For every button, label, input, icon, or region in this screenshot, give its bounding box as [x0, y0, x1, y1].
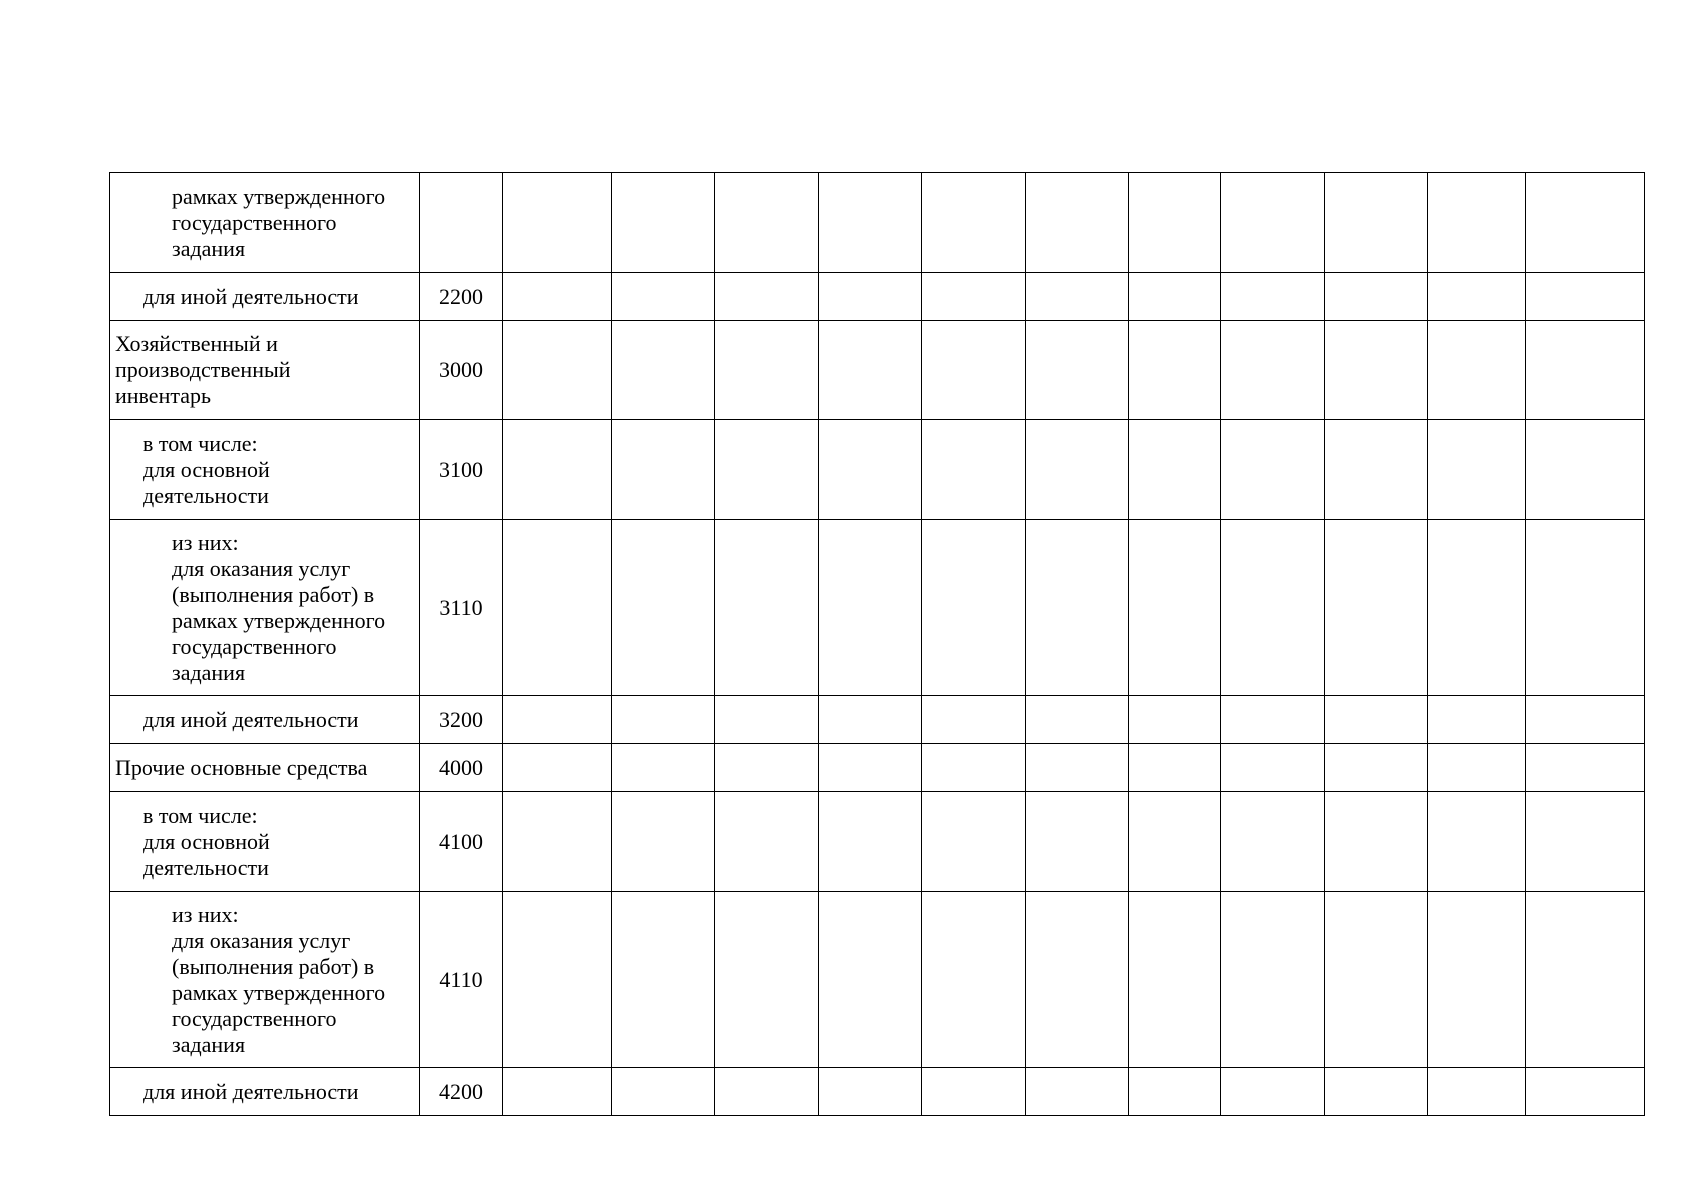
value-cell	[715, 892, 819, 1068]
value-cell	[503, 273, 612, 321]
value-cell	[1221, 173, 1325, 273]
row-label-line: задания	[172, 235, 246, 261]
value-cell	[715, 273, 819, 321]
value-cell	[1026, 420, 1129, 520]
row-label-line: рамках утвержденного	[172, 607, 386, 633]
value-cell	[1325, 273, 1428, 321]
row-label-line: для основной	[143, 456, 270, 482]
row-label-line: рамках утвержденного	[172, 979, 386, 1005]
value-cell	[1526, 520, 1645, 696]
value-cell	[922, 792, 1026, 892]
row-label-line: государственного	[172, 209, 337, 235]
value-cell	[1026, 173, 1129, 273]
value-cell	[715, 173, 819, 273]
value-cell	[1221, 696, 1325, 744]
row-label-cell	[110, 273, 420, 321]
row-label-line: для иной деятельности	[143, 1078, 359, 1104]
table-row	[110, 892, 1645, 1068]
value-cell	[1526, 420, 1645, 520]
value-cell	[1026, 520, 1129, 696]
value-cell	[715, 321, 819, 420]
value-cell	[1325, 744, 1428, 792]
value-cell	[1129, 744, 1221, 792]
value-cell	[715, 520, 819, 696]
value-cell	[503, 696, 612, 744]
value-cell	[1428, 420, 1526, 520]
value-cell	[1428, 1068, 1526, 1116]
value-cell	[819, 1068, 922, 1116]
value-cell	[503, 792, 612, 892]
row-label-cell	[110, 173, 420, 273]
value-cell	[612, 273, 715, 321]
row-label-line: для оказания услуг	[172, 555, 351, 581]
row-label-line: в том числе:	[143, 430, 258, 456]
value-cell	[1129, 321, 1221, 420]
value-cell	[819, 173, 922, 273]
value-cell	[922, 1068, 1026, 1116]
table-row	[110, 520, 1645, 696]
value-cell	[503, 520, 612, 696]
value-cell	[1526, 321, 1645, 420]
row-code-cell: 3110	[420, 520, 503, 696]
value-cell	[1526, 273, 1645, 321]
row-label-line: рамках утвержденного	[172, 183, 386, 209]
value-cell	[1428, 892, 1526, 1068]
value-cell	[715, 792, 819, 892]
value-cell	[1526, 744, 1645, 792]
value-cell	[1325, 520, 1428, 696]
value-cell	[715, 1068, 819, 1116]
row-code-cell: 3200	[420, 696, 503, 744]
value-cell	[1221, 273, 1325, 321]
value-cell	[612, 696, 715, 744]
row-label-cell	[110, 1068, 420, 1116]
value-cell	[922, 744, 1026, 792]
value-cell	[1026, 696, 1129, 744]
value-cell	[819, 321, 922, 420]
value-cell	[1221, 744, 1325, 792]
row-label-cell	[110, 420, 420, 520]
value-cell	[1129, 173, 1221, 273]
value-cell	[1221, 792, 1325, 892]
value-cell	[612, 420, 715, 520]
value-cell	[1526, 1068, 1645, 1116]
value-cell	[1325, 420, 1428, 520]
value-cell	[1526, 792, 1645, 892]
value-cell	[1428, 273, 1526, 321]
row-code-cell: 3000	[420, 321, 503, 420]
row-label-line: производственный	[115, 357, 291, 382]
value-cell	[503, 892, 612, 1068]
value-cell	[922, 321, 1026, 420]
row-label-line: (выполнения работ) в	[172, 581, 375, 607]
row-label-line: задания	[172, 1031, 246, 1057]
value-cell	[1221, 520, 1325, 696]
value-cell	[819, 792, 922, 892]
value-cell	[1325, 1068, 1428, 1116]
value-cell	[1325, 321, 1428, 420]
row-label-line: Хозяйственный и	[115, 331, 278, 356]
value-cell	[1129, 420, 1221, 520]
row-label-cell	[110, 792, 420, 892]
value-cell	[1026, 892, 1129, 1068]
table-row	[110, 420, 1645, 520]
value-cell	[1526, 173, 1645, 273]
value-cell	[819, 273, 922, 321]
row-code-cell: 4200	[420, 1068, 503, 1116]
value-cell	[1428, 173, 1526, 273]
value-cell	[1325, 892, 1428, 1068]
table-row	[110, 173, 1645, 273]
value-cell	[1026, 1068, 1129, 1116]
value-cell	[612, 1068, 715, 1116]
value-cell	[922, 420, 1026, 520]
value-cell	[922, 892, 1026, 1068]
value-cell	[503, 321, 612, 420]
row-label-line: государственного	[172, 633, 337, 659]
value-cell	[1026, 273, 1129, 321]
value-cell	[922, 173, 1026, 273]
row-label-line: (выполнения работ) в	[172, 953, 375, 979]
value-cell	[819, 520, 922, 696]
value-cell	[1325, 173, 1428, 273]
value-cell	[503, 420, 612, 520]
table-body	[110, 173, 1645, 1116]
value-cell	[1221, 892, 1325, 1068]
row-code-cell: 4110	[420, 892, 503, 1068]
table-row	[110, 273, 1645, 321]
financial-indicators-table	[109, 172, 1645, 1116]
value-cell	[922, 273, 1026, 321]
value-cell	[612, 744, 715, 792]
table-row	[110, 696, 1645, 744]
value-cell	[1026, 744, 1129, 792]
table-row	[110, 1068, 1645, 1116]
table-row	[110, 321, 1645, 420]
row-code-cell: 4000	[420, 744, 503, 792]
value-cell	[715, 744, 819, 792]
row-label-line: из них:	[172, 529, 239, 555]
row-label-line: Прочие основные средства	[115, 754, 368, 780]
value-cell	[819, 892, 922, 1068]
value-cell	[1428, 744, 1526, 792]
value-cell	[1526, 892, 1645, 1068]
value-cell	[1026, 792, 1129, 892]
value-cell	[1428, 321, 1526, 420]
value-cell	[503, 744, 612, 792]
row-label-line: для оказания услуг	[172, 927, 351, 953]
value-cell	[612, 520, 715, 696]
value-cell	[922, 520, 1026, 696]
row-label-cell	[110, 892, 420, 1068]
row-label-cell	[110, 744, 420, 792]
row-label-line: для иной деятельности	[143, 283, 359, 309]
row-label-line: из них:	[172, 901, 239, 927]
value-cell	[922, 696, 1026, 744]
row-code-cell: 2200	[420, 273, 503, 321]
table-row	[110, 792, 1645, 892]
row-label-line: деятельности	[143, 482, 269, 508]
value-cell	[1325, 792, 1428, 892]
value-cell	[1129, 1068, 1221, 1116]
table-row	[110, 744, 1645, 792]
value-cell	[1221, 420, 1325, 520]
row-label-line: деятельности	[143, 854, 269, 880]
value-cell	[1129, 792, 1221, 892]
value-cell	[1129, 696, 1221, 744]
row-label-line: государственного	[172, 1005, 337, 1031]
row-label-line: инвентарь	[115, 383, 212, 408]
value-cell	[1129, 520, 1221, 696]
value-cell	[503, 173, 612, 273]
value-cell	[1221, 1068, 1325, 1116]
value-cell	[819, 744, 922, 792]
value-cell	[1129, 892, 1221, 1068]
row-label-cell	[110, 321, 420, 420]
row-label-line: задания	[172, 659, 246, 685]
value-cell	[1129, 273, 1221, 321]
row-label-cell	[110, 520, 420, 696]
value-cell	[819, 420, 922, 520]
row-label-cell	[110, 696, 420, 744]
row-label-line: для иной деятельности	[143, 706, 359, 732]
row-code-cell	[420, 173, 503, 273]
row-code-cell: 4100	[420, 792, 503, 892]
value-cell	[819, 696, 922, 744]
value-cell	[1428, 696, 1526, 744]
value-cell	[612, 321, 715, 420]
row-code-cell: 3100	[420, 420, 503, 520]
value-cell	[715, 420, 819, 520]
value-cell	[503, 1068, 612, 1116]
value-cell	[1221, 321, 1325, 420]
row-label-line: в том числе:	[143, 802, 258, 828]
value-cell	[1026, 321, 1129, 420]
value-cell	[612, 173, 715, 273]
value-cell	[612, 892, 715, 1068]
value-cell	[1526, 696, 1645, 744]
value-cell	[612, 792, 715, 892]
value-cell	[1325, 696, 1428, 744]
value-cell	[1428, 792, 1526, 892]
value-cell	[1428, 520, 1526, 696]
row-label-line: для основной	[143, 828, 270, 854]
value-cell	[715, 696, 819, 744]
